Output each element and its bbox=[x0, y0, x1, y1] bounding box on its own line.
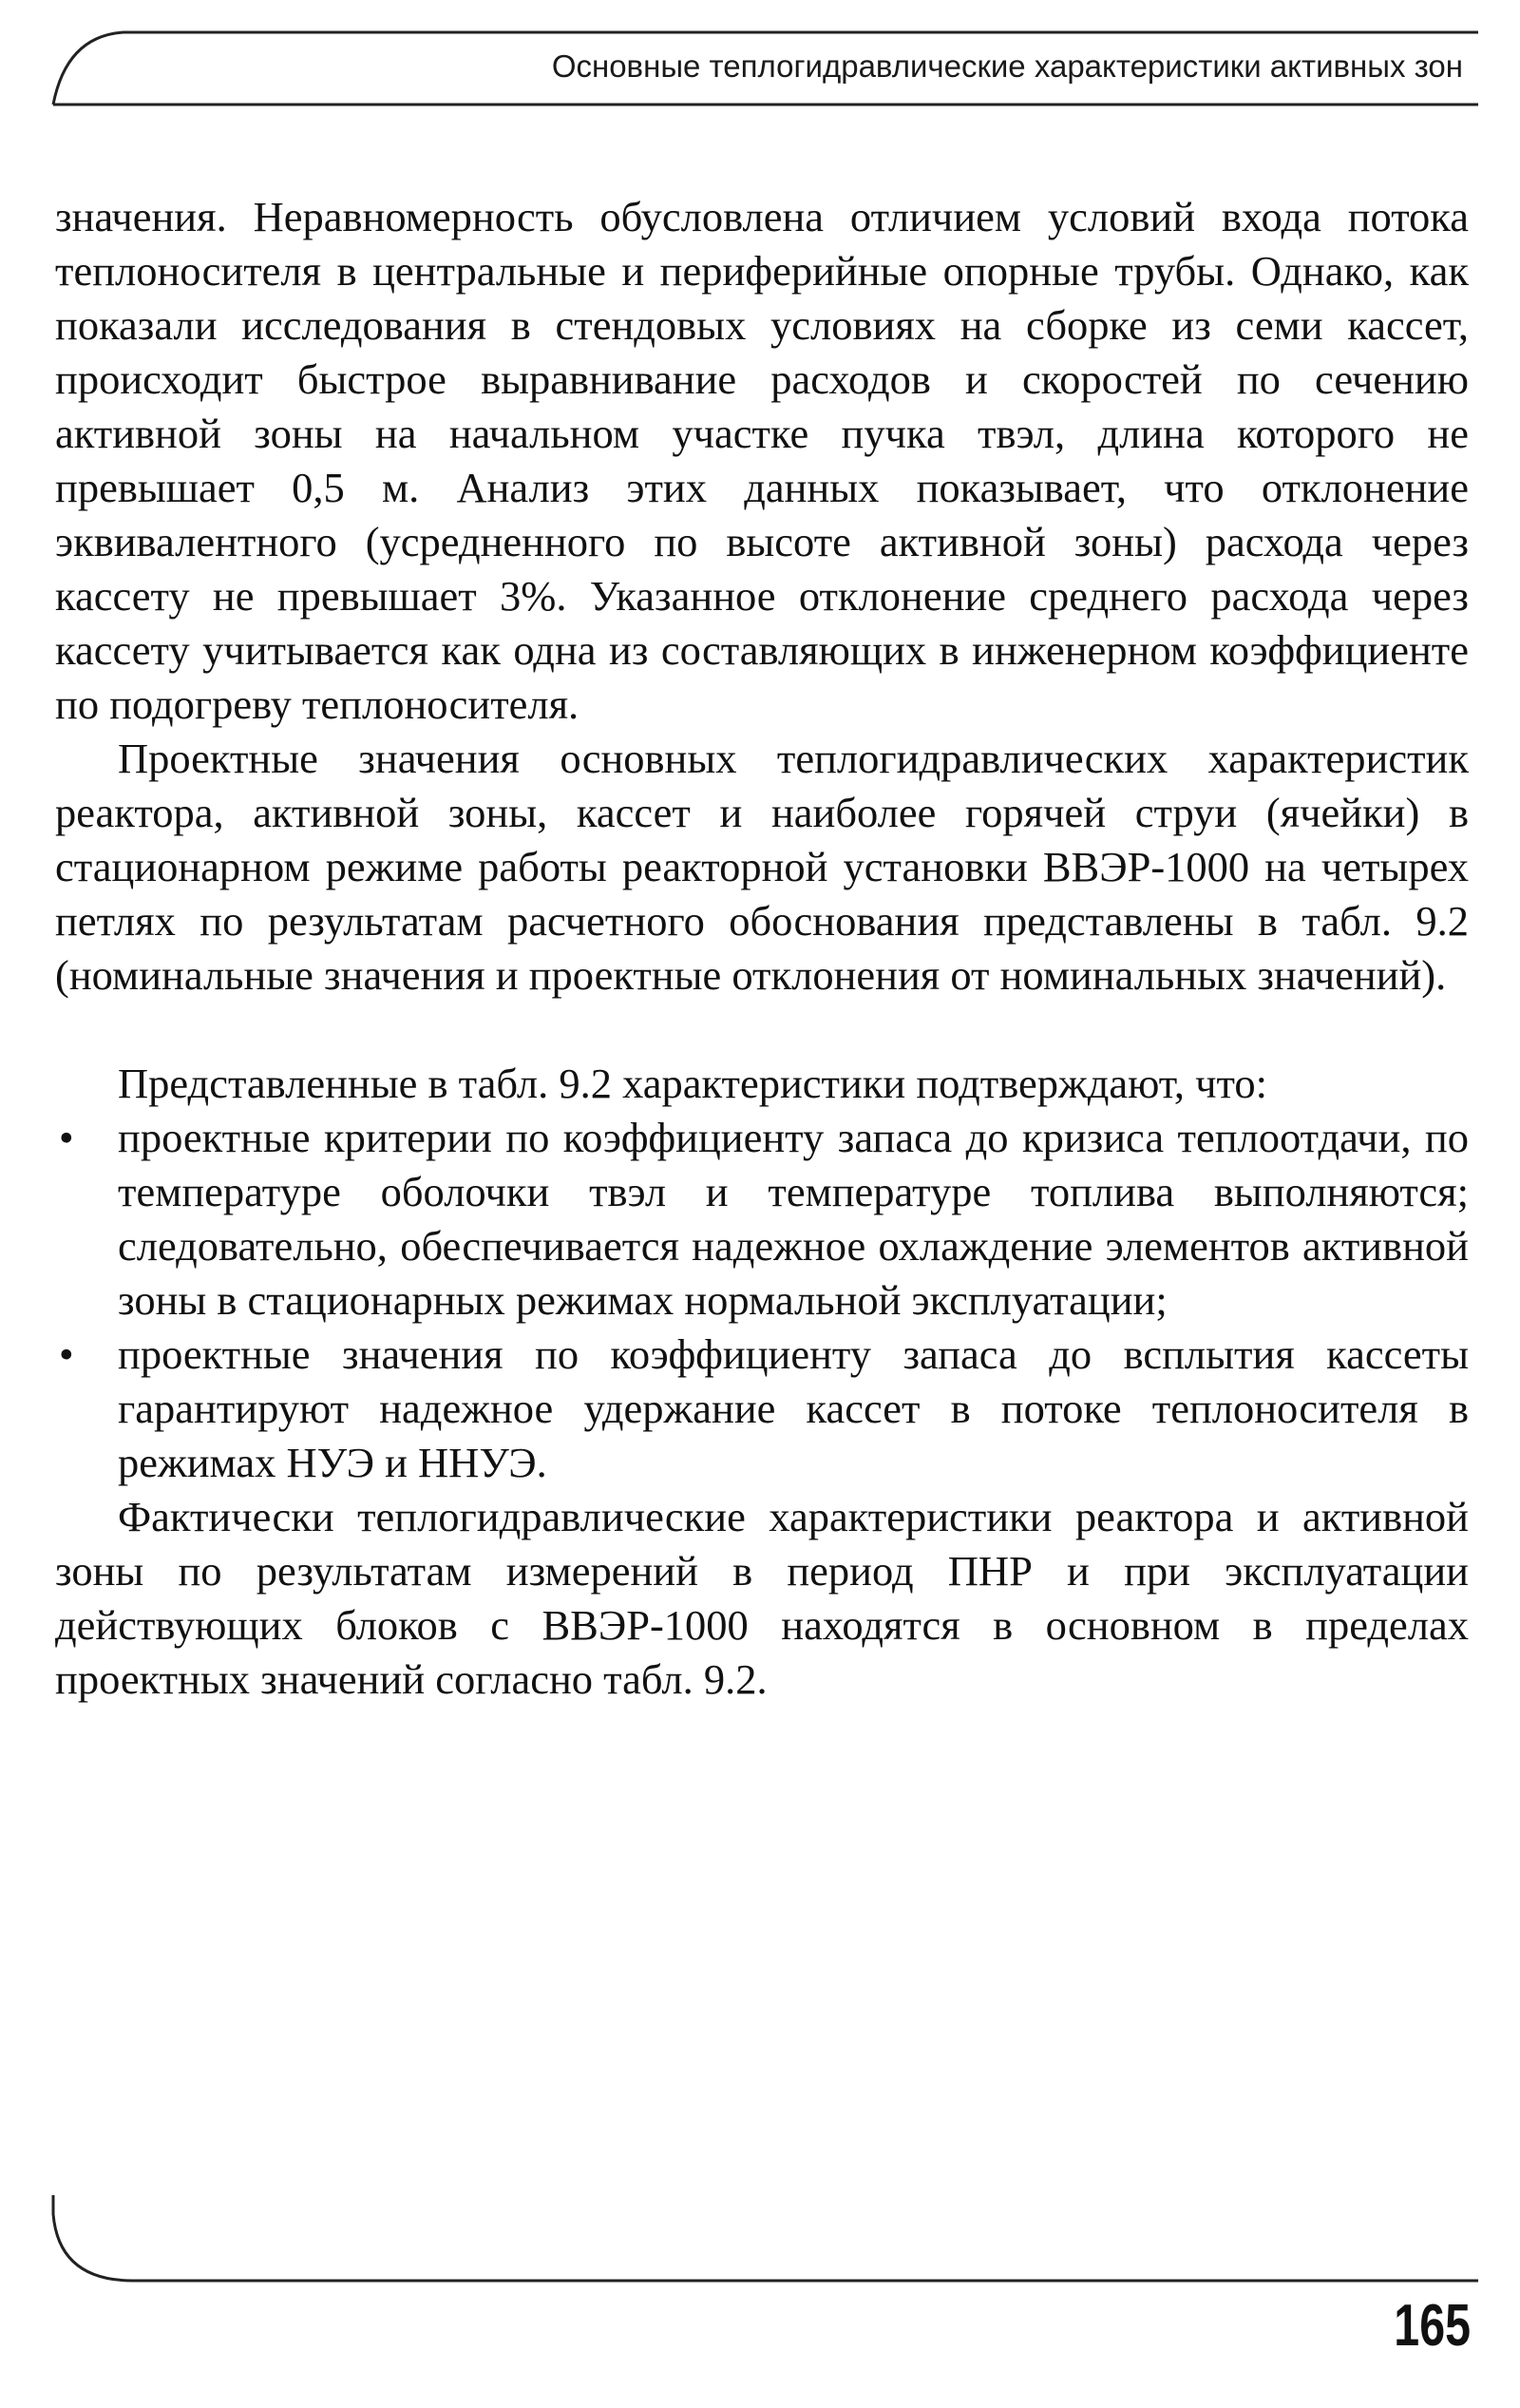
list-item bbox=[55, 1111, 1469, 1328]
list-item-text: проектные критерии по коэффициенту запаса до кризиса теплоотдачи, по температуре оболочки твэл и температуре топлива выполняются; следовательно, обеспечивается надежное охлаждение элементов активной зоны в стационарных режимах нормальной эксплуатации; bbox=[118, 1114, 1469, 1324]
bullet-icon: • bbox=[59, 1330, 74, 1378]
criteria-list bbox=[55, 1111, 1469, 1490]
paragraph-continuation: значения. Неравномерность обусловлена отличием условий входа потока теплоносителя в центральные и периферийные опорные трубы. Однако, как показали исследования в стендовых условиях на сборке из семи кассет, происходит быстрое выравнивание расходов и скоростей по сечению активной зоны на начальном участке пучка твэл, длина которого не превышает 0,5 м. Анализ этих данных показывает, что отклонение эквивалентного (усредненного по высоте активной зоны) расхода через кассету не превышает 3%. Указанное отклонение среднего расхода через кассету учитывается как одна из составляющих в инженерном коэффициенте по подогреву теплоносителя. bbox=[55, 193, 1469, 728]
body-text bbox=[55, 190, 1469, 1707]
paragraph-actual-values: Фактически теплогидравлические характеристики реактора и активной зоны по результатам измерений в период ПНР и при эксплуатации действующих блоков с ВВЭР-1000 находятся в основном в пределах проектных значений согласно табл. 9.2. bbox=[55, 1493, 1469, 1703]
running-title: Основные теплогидравлические характеристики активных зон bbox=[551, 48, 1463, 84]
list-item-text: проектные значения по коэффициенту запаса до всплытия кассеты гарантируют надежное удержание кассет в потоке теплоносителя в режимах НУЭ и ННУЭ. bbox=[118, 1330, 1469, 1486]
list-intro: Представленные в табл. 9.2 характеристики подтверждают, что: bbox=[118, 1060, 1267, 1107]
paragraph-gap bbox=[55, 1003, 1469, 1057]
page-number: 165 bbox=[1394, 2293, 1471, 2359]
list-item bbox=[55, 1328, 1469, 1490]
bullet-icon: • bbox=[59, 1114, 74, 1161]
paragraph-design-values: Проектные значения основных теплогидравлических характеристик реактора, активной зоны, кассет и наиболее горячей струи (ячейки) в стационарном режиме работы реакторной установки ВВЭР-1000 на четырех петлях по результатам расчетного обоснования представлены в табл. 9.2 (номинальные значения и проектные отклонения от номинальных значений). bbox=[55, 735, 1469, 999]
